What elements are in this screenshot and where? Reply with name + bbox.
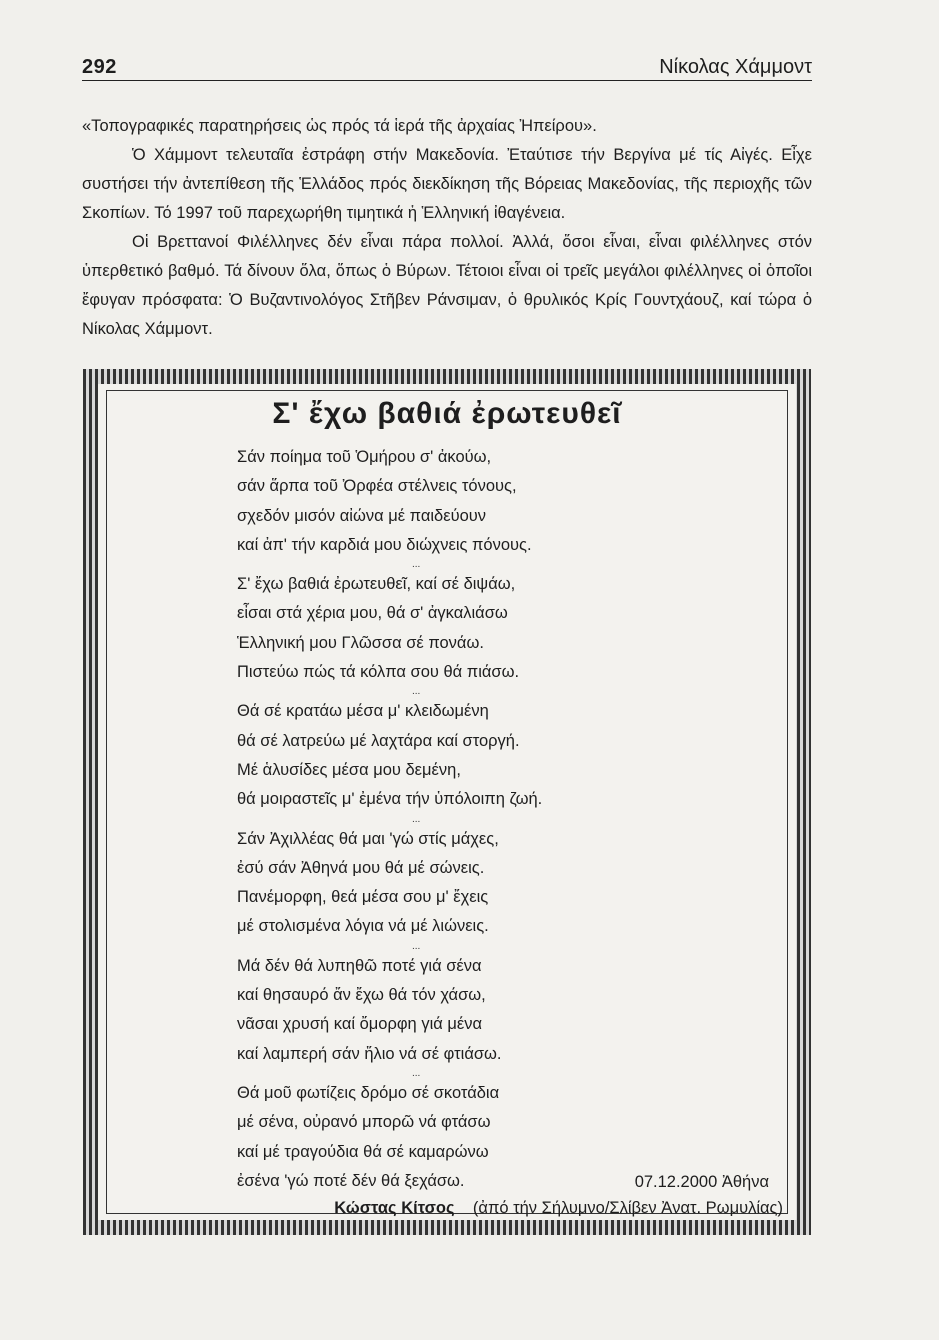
paragraph: Ὁ Χάμμοντ τελευταῖα ἐστράφη στήν Μακεδονία. Ἐταύτισε τήν Βεργίνα μέ τίς Αἰγές. Εἶχε συστήσει τήν ἀντεπίθεση τῆς Ἑλλάδος πρός διεκδίκηση τῆς Βόρειας Μακεδονίας, τῆς περιοχῆς τῶν Σκοπίων. Τό 1997 τοῦ παρεχωρήθη τιμητικά ἡ Ἑλληνική ἰθαγένεια. bbox=[82, 146, 812, 222]
poem-line: καί μέ τραγούδια θά σέ καμαρώνω bbox=[237, 1142, 489, 1161]
poem-line: ἐσύ σάν Ἀθηνά μου θά μέ σώνεις. bbox=[237, 858, 485, 877]
poem-line: Μά δέν θά λυπηθῶ ποτέ γιά σένα bbox=[237, 956, 482, 975]
poem-line: ἐσένα 'γώ ποτέ δέν θά ξεχάσω. bbox=[237, 1171, 465, 1190]
poem-body bbox=[237, 443, 542, 1196]
poem-date-place: 07.12.2000 Ἀθήνα bbox=[634, 1173, 769, 1191]
stanza bbox=[237, 697, 542, 814]
poem-signature bbox=[107, 1199, 783, 1218]
running-head: Νίκολας Χάμμοντ bbox=[659, 56, 812, 78]
paragraph: «Τοπογραφικές παρατηρήσεις ὡς πρός τά ἱερά τῆς ἀρχαίας Ἠπείρου». bbox=[82, 117, 597, 135]
poem-line: μέ στολισμένα λόγια νά μέ λιώνεις. bbox=[237, 917, 489, 936]
poem-line: θά σέ λατρεύω μέ λαχτάρα καί στοργή. bbox=[237, 731, 520, 750]
poem-line: Μέ ἁλυσίδες μέσα μου δεμένη, bbox=[237, 760, 461, 779]
poem-line: μέ σένα, οὐρανό μπορῶ νά φτάσω bbox=[237, 1113, 491, 1132]
stanza-separator: ... bbox=[412, 1067, 421, 1079]
poem-line: καί θησαυρό ἄν ἔχω θά τόν χάσω, bbox=[237, 986, 486, 1005]
stanza bbox=[237, 825, 542, 942]
stanza-separator: ... bbox=[412, 559, 421, 571]
poem-frame bbox=[83, 369, 811, 1235]
poem-line: θά μοιραστεῖς μ' ἐμένα τήν ὑπόλοιπη ζωή. bbox=[237, 790, 543, 809]
poem-line: Πιστεύω πώς τά κόλπα σου θά πιάσω. bbox=[237, 663, 520, 682]
poem-line: καί ἀπ' τήν καρδιά μου διώχνεις πόνους. bbox=[237, 535, 532, 554]
poem-line: σχεδόν μισόν αἰώνα μέ παιδεύουν bbox=[237, 506, 487, 525]
poem-line: Σάν Ἀχιλλέας θά μαι 'γώ στίς μάχες, bbox=[237, 829, 499, 848]
stanza-separator: ... bbox=[412, 686, 421, 698]
poem-line: Πανέμορφη, θεά μέσα σου μ' ἔχεις bbox=[237, 888, 489, 907]
body-text bbox=[82, 112, 812, 344]
poem-box bbox=[106, 390, 788, 1217]
poem-line: Σάν ποίημα τοῦ Ὁμήρου σ' ἀκούω, bbox=[237, 448, 492, 466]
stanza-separator: ... bbox=[412, 940, 421, 952]
poem-line: Ἑλληνική μου Γλῶσσα σέ πονάω. bbox=[237, 633, 484, 652]
author-name: Κώστας Κίτσος bbox=[334, 1199, 455, 1217]
paragraph: Οἱ Βρεττανοί Φιλέλληνες δέν εἶναι πάρα πολλοί. Ἀλλά, ὅσοι εἶναι, εἶναι φιλέλληνες στόν ὑπερθετικό βαθμό. Τά δίνουν ὅλα, ὅπως ὁ Βύρων. Τέτοιοι εἶναι οἱ τρεῖς μεγάλοι φιλέλληνες οἱ ὁποῖοι ἔφυγαν πρόσφατα: Ὁ Βυζαντινολόγος Στῆβεν Ράνσιμαν, ὁ θρυλικός Κρίς Γουντχάουζ, καί τώρα ὁ Νίκολας Χάμμοντ. bbox=[82, 233, 812, 338]
poem-line: σάν ἅρπα τοῦ Ὀρφέα στέλνεις τόνους, bbox=[237, 477, 517, 496]
poem-line: Θά μοῦ φωτίζεις δρόμο σέ σκοτάδια bbox=[237, 1083, 500, 1102]
poem-title: Σ' ἔχω βαθιά ἐρωτευθεῖ bbox=[272, 397, 622, 430]
author-origin: (ἀπό τήν Σήλυμνο/Σλίβεν Ἀνατ. Ρωμυλίας) bbox=[472, 1199, 783, 1217]
poem-line: καί λαμπερή σάν ἥλιο νά σέ φτιάσω. bbox=[237, 1044, 502, 1063]
stanza bbox=[237, 443, 542, 560]
poem-line: νᾶσαι χρυσή καί ὄμορφη γιά μένα bbox=[237, 1015, 483, 1034]
poem-line: Σ' ἔχω βαθιά ἐρωτευθεῖ, καί σέ διψάω, bbox=[237, 575, 516, 594]
stanza bbox=[237, 952, 542, 1069]
stanza bbox=[237, 570, 542, 687]
stanza-separator: ... bbox=[412, 813, 421, 825]
page-header bbox=[82, 54, 812, 81]
poem-line: Θά σέ κρατάω μέσα μ' κλειδωμένη bbox=[237, 702, 489, 721]
page-number: 292 bbox=[82, 56, 117, 78]
poem-line: εἶσαι στά χέρια μου, θά σ' ἀγκαλιάσω bbox=[237, 604, 508, 623]
